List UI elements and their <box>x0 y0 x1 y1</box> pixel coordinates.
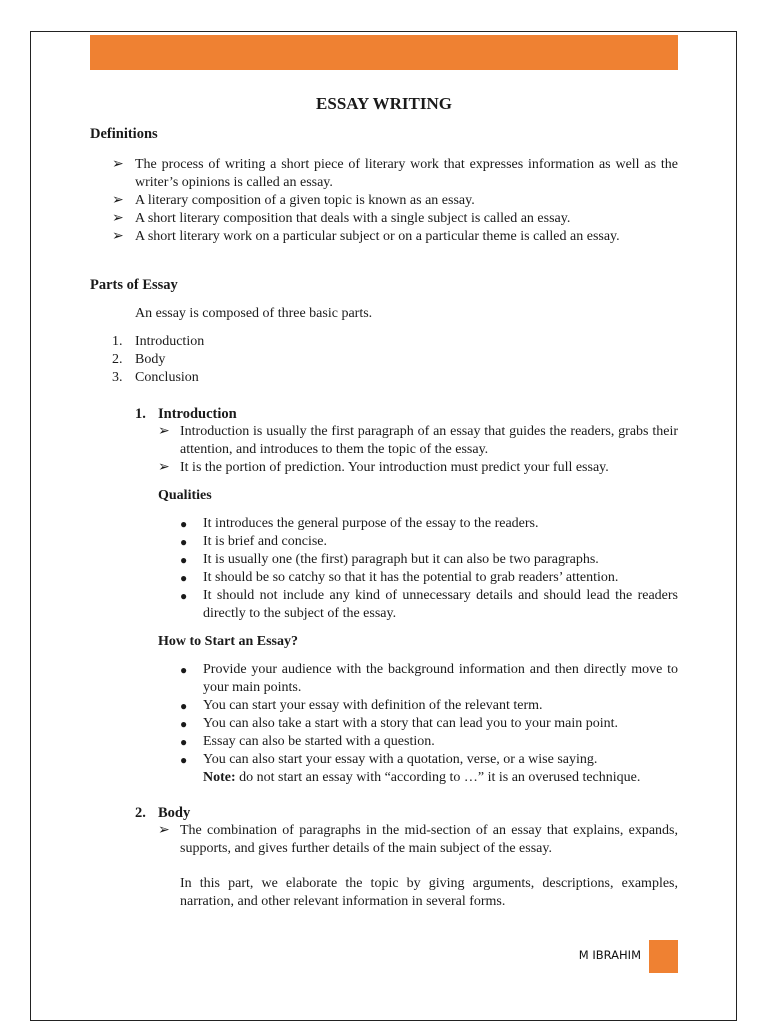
bullet-icon: ● <box>180 517 188 531</box>
bullet-icon: ● <box>180 553 188 567</box>
list-item: ➢ A short literary composition that deals with a single subject is called an essay. <box>112 211 571 226</box>
note-label: Note: <box>203 770 236 785</box>
list-item: ● It should be so catchy so that it has the potential to grab readers’ attention. <box>180 570 619 585</box>
list-item: ➢ Introduction is usually the first paragraph of an essay that guides the readers, grabs their attention, and introduces to them the topic of the essay. <box>158 424 678 457</box>
qualities-heading: Qualities <box>158 488 212 503</box>
list-item: 3. Conclusion <box>112 370 199 385</box>
bullet-icon: ● <box>180 753 188 767</box>
body-points <box>90 822 678 858</box>
bullet-icon: ● <box>180 699 188 713</box>
list-item: ● You can also start your essay with a quotation, verse, or a wise saying. <box>180 752 598 767</box>
list-item: ● You can also take a start with a story that can lead you to your main point. <box>180 716 618 731</box>
document-title: ESSAY WRITING <box>316 94 452 113</box>
introduction-heading: 1. Introduction <box>135 406 237 422</box>
bullet-icon: ● <box>180 535 188 549</box>
arrow-bullet-icon: ➢ <box>158 823 170 838</box>
bullet-icon: ● <box>180 717 188 731</box>
list-item: ● It is brief and concise. <box>180 534 328 549</box>
bullet-icon: ● <box>180 735 188 749</box>
arrow-bullet-icon: ➢ <box>112 211 124 226</box>
arrow-bullet-icon: ➢ <box>112 157 124 172</box>
bullet-icon: ● <box>180 663 188 677</box>
arrow-bullet-icon: ➢ <box>112 229 124 244</box>
list-item: ● It should not include any kind of unnecessary details and should lead the readers directly to the subject of the essay. <box>180 588 678 621</box>
list-item: ● You can start your essay with definition of the relevant term. <box>180 698 543 713</box>
list-item: ● It is usually one (the first) paragraph but it can also be two paragraphs. <box>180 552 599 567</box>
list-item: 2. Body <box>112 352 166 367</box>
list-item: ● Essay can also be started with a question. <box>180 734 435 749</box>
document-content <box>90 94 678 911</box>
list-item: ➢ A short literary work on a particular subject or on a particular theme is called an essay. <box>112 229 620 244</box>
list-item: ➢ The combination of paragraphs in the mid-section of an essay that explains, expands, supports, and gives further details of the main subject of the essay. <box>158 823 678 856</box>
note-line <box>90 769 678 787</box>
parts-list <box>90 333 678 387</box>
body-heading: 2. Body <box>135 805 191 821</box>
start-essay-heading: How to Start an Essay? <box>158 634 299 649</box>
start-essay-list <box>90 661 678 769</box>
body-paragraph: In this part, we elaborate the topic by giving arguments, descriptions, examples, narration, and other relevant information in several forms. <box>180 876 678 909</box>
arrow-bullet-icon: ➢ <box>158 424 170 439</box>
list-item: ● It introduces the general purpose of the essay to the readers. <box>180 516 539 531</box>
list-item: ➢ It is the portion of prediction. Your introduction must predict your full essay. <box>158 460 609 475</box>
definitions-heading: Definitions <box>90 126 158 142</box>
bullet-icon: ● <box>180 571 188 585</box>
list-item: ➢ A literary composition of a given topic is known as an essay. <box>112 193 475 208</box>
footer-accent-box <box>649 940 678 973</box>
introduction-points <box>90 423 678 477</box>
list-item: ➢ The process of writing a short piece of literary work that expresses information as well as the writer’s opinions is called an essay. <box>112 157 678 190</box>
bullet-icon: ● <box>180 589 188 603</box>
arrow-bullet-icon: ➢ <box>112 193 124 208</box>
parts-heading: Parts of Essay <box>90 277 178 293</box>
qualities-list <box>90 515 678 623</box>
definitions-list <box>90 156 678 246</box>
note-text: do not start an essay with “according to …” it is an overused technique. <box>235 770 641 785</box>
list-item: 1. Introduction <box>112 334 205 349</box>
parts-intro: An essay is composed of three basic parts. <box>135 306 373 321</box>
footer-author: M IBRAHIM <box>578 948 641 962</box>
header-accent-bar <box>90 35 678 70</box>
arrow-bullet-icon: ➢ <box>158 460 170 475</box>
list-item: ● Provide your audience with the background information and then directly move to your main points. <box>180 662 678 695</box>
